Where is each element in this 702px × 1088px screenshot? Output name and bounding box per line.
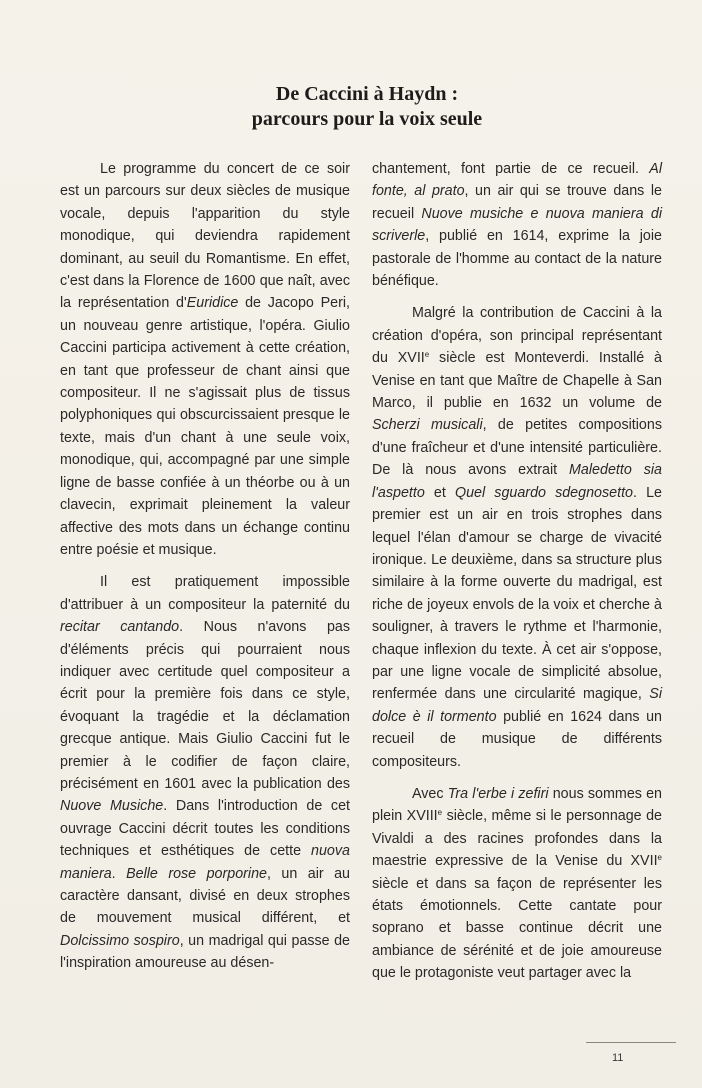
italic-title: Quel sguardo sdegnosetto bbox=[454, 484, 633, 501]
text-run: de Jacopo Peri, un nouveau genre artistique, l'opéra. Giulio Caccini participa activement à cette création, en tant que professeur de chant ainsi que compositeur. Il ne s'agissait plus de tissus polyphoniques qui obscurcissaient presque le texte, mais d'un chant à une seule voix, monodique, qui, accompagné par une simple ligne de basse confiée à un théorbe ou à un clavecin, exprimait pleinement la valeur affective des mots dans un échange continu entre poésie et musique. bbox=[60, 295, 350, 558]
italic-title: Scherzi musicali bbox=[372, 417, 483, 434]
text-run: , un air au caractère dansant, divisé en deux strophes de mouvement musical différent, et bbox=[60, 865, 350, 927]
page-title bbox=[222, 82, 512, 132]
italic-title: Belle rose porporine bbox=[126, 865, 267, 882]
text-run: chantement, font partie de ce recueil. bbox=[372, 161, 650, 177]
paragraph bbox=[60, 571, 350, 974]
text-run: Il est pratiquement impossible d'attribuer à un compositeur la paternité du bbox=[60, 574, 350, 613]
title-line-2: parcours pour la voix seule bbox=[251, 108, 483, 130]
italic-title: Al fonte, al prato bbox=[372, 161, 662, 200]
italic-title: Si dolce è il tormento bbox=[372, 686, 662, 725]
text-run: siècle, même si le personnage de Vivaldi a des racines profondes dans la maestrie expressive de la Venise du XVII bbox=[372, 808, 662, 870]
paragraph bbox=[372, 302, 662, 773]
italic-title: Maledetto sia l'aspetto bbox=[372, 462, 662, 501]
text-run: publié en 1624 dans un recueil de musique de différents compositeurs. bbox=[372, 708, 662, 770]
left-column bbox=[60, 158, 350, 975]
text-run: Avec bbox=[412, 785, 448, 802]
italic-title: Dolcissimo sospiro bbox=[60, 932, 180, 949]
paragraph bbox=[60, 158, 350, 561]
text-run: . bbox=[111, 865, 127, 882]
text-run: . Le premier est un air en trois strophes dans lequel l'élan d'amour se charge de vivacité ironique. Le deuxième, dans sa structure plus similaire à la forme ouverte du madrigal, est riche de joyeux envols de la voix et cherche à souligner, à travers le rythme et l'harmonie, chaque inflexion du texte. À cet air s'oppose, par une ligne vocale de simplicité absolue, renfermée dans une circularité magique, bbox=[372, 484, 662, 703]
text-run: nous sommes en plein XVIII bbox=[372, 785, 663, 825]
right-column bbox=[372, 158, 662, 985]
text-run: . Nous n'avons pas d'éléments précis qui pourraient nous indiquer avec certitude quel compositeur a écrit pour la première fois dans ce style, évoquant la tragédie et la déclamation grecque antique. Mais Giulio Caccini fut le premier à le codifier de façon claire, précisément en 1601 avec la publication des bbox=[60, 619, 350, 792]
italic-title: Nuove Musiche bbox=[60, 798, 164, 815]
text-run: Le programme du concert de ce soir est un parcours sur deux siècles de musique vocale, depuis l'apparition du style monodique, qui deviendra rapidement dominant, au seuil du Romantisme. En effet, c'est dans la Florence de 1600 que naît, avec la représentation d' bbox=[60, 161, 350, 312]
italic-title: recitar cantando bbox=[60, 619, 180, 636]
text-run: , de petites compositions d'une fraîcheur et d'une intensité particulière. De là nous avons extrait bbox=[372, 417, 662, 479]
text-run: , un air qui se trouve dans le recueil bbox=[372, 183, 662, 222]
page-number: 11 bbox=[612, 1052, 624, 1064]
text-run: . Dans l'introduction de cet ouvrage Caccini décrit toutes les conditions techniques et esthétiques de cette bbox=[60, 798, 351, 860]
superscript: e bbox=[657, 853, 662, 863]
text-run: et bbox=[424, 484, 455, 501]
italic-title: Euridice bbox=[186, 295, 239, 312]
paragraph bbox=[372, 158, 662, 292]
text-run: , publié en 1614, exprime la joie pastorale de l'homme au contact de la nature bénéfique. bbox=[372, 228, 662, 290]
text-run: siècle est Monteverdi. Installé à Venise en tant que Maître de Chapelle à San Marco, il publie en 1632 un volume de bbox=[372, 350, 662, 412]
text-run: siècle et dans sa façon de représenter les états émotionnels. Cette cantate pour soprano et basse continue décrit une ambiance de sérénité et de joie amoureuse que le protagoniste veut partager avec la bbox=[372, 875, 662, 982]
title-line-1: De Caccini à Haydn : bbox=[275, 83, 459, 105]
footer-divider bbox=[586, 1042, 676, 1043]
italic-title: nuova maniera bbox=[60, 843, 350, 882]
italic-title: Tra l'erbe i zefiri bbox=[447, 785, 549, 802]
italic-title: Nuove musiche e nuova maniera di scriverle bbox=[372, 205, 662, 245]
paragraph bbox=[372, 783, 662, 985]
text-run: , un madrigal qui passe de l'inspiration amoureuse au désen- bbox=[60, 932, 351, 972]
superscript: e bbox=[437, 808, 443, 818]
superscript: e bbox=[424, 350, 430, 360]
text-run: Malgré la contribution de Caccini à la création d'opéra, son principal représentant du XVII bbox=[372, 305, 662, 367]
